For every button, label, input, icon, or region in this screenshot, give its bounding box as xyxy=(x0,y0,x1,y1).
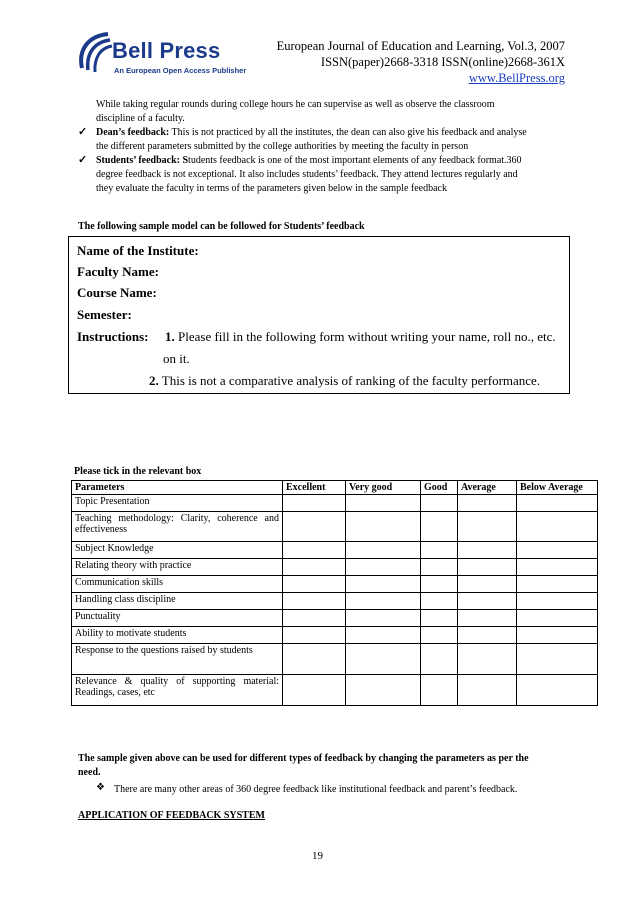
check-icon: ✓ xyxy=(78,154,88,166)
tick-box[interactable] xyxy=(458,559,517,576)
tick-box[interactable] xyxy=(346,542,421,559)
table-row xyxy=(72,495,598,512)
tick-box[interactable] xyxy=(283,512,346,542)
row-label: Response to the questions raised by students xyxy=(72,644,283,675)
tick-box[interactable] xyxy=(517,576,598,593)
row-label: Communication skills xyxy=(72,576,283,593)
col-excellent: Excellent xyxy=(283,481,346,495)
table-row xyxy=(72,576,598,593)
dean-label: Dean’s feedback: xyxy=(96,127,170,138)
tick-box[interactable] xyxy=(421,627,458,644)
tick-box[interactable] xyxy=(458,576,517,593)
students-text: tudents feedback is one of the most important elements of any feedback format.360 xyxy=(188,155,522,166)
sample-heading: The following sample model can be followed for Students’ feedback xyxy=(78,221,365,232)
tick-box[interactable] xyxy=(517,610,598,627)
check-icon: ✓ xyxy=(78,126,88,138)
feedback-table xyxy=(71,480,598,706)
tick-box[interactable] xyxy=(458,495,517,512)
faculty-label: Faculty Name: xyxy=(77,264,159,279)
tick-box[interactable] xyxy=(346,675,421,706)
tick-box[interactable] xyxy=(346,644,421,675)
instruction-1-num: 1. xyxy=(165,329,175,344)
tick-box[interactable] xyxy=(458,644,517,675)
row-label: Handling class discipline xyxy=(72,593,283,610)
row-label: Topic Presentation xyxy=(72,495,283,512)
section-heading: APPLICATION OF FEEDBACK SYSTEM xyxy=(78,810,265,821)
row-label: Ability to motivate students xyxy=(72,627,283,644)
tick-box[interactable] xyxy=(421,576,458,593)
instruction-1-continued: on it. xyxy=(163,351,190,366)
col-parameters: Parameters xyxy=(72,481,283,495)
dean-feedback-line2: the different parameters submitted by the college authorities by meeting the faculty in person xyxy=(96,141,469,152)
table-row xyxy=(72,644,598,675)
tick-box[interactable] xyxy=(283,593,346,610)
tick-box[interactable] xyxy=(283,610,346,627)
tick-box[interactable] xyxy=(346,576,421,593)
website-line xyxy=(469,70,565,86)
table-row xyxy=(72,610,598,627)
tick-box[interactable] xyxy=(421,593,458,610)
row-label: Relevance & quality of supporting material: Readings, cases, etc xyxy=(72,675,283,706)
instruction-1-text: Please fill in the following form without writing your name, roll no., etc. xyxy=(174,329,556,344)
tick-box[interactable] xyxy=(283,542,346,559)
semester-label: Semester: xyxy=(77,307,132,322)
logo-tagline: An European Open Access Publisher xyxy=(114,66,247,75)
intro-line2: discipline of a faculty. xyxy=(96,113,185,124)
logo-swoosh-icon xyxy=(74,28,114,84)
tick-box[interactable] xyxy=(421,610,458,627)
tick-box[interactable] xyxy=(421,512,458,542)
table-row xyxy=(72,593,598,610)
tick-box[interactable] xyxy=(346,627,421,644)
tick-box[interactable] xyxy=(458,512,517,542)
intro-line1: While taking regular rounds during college hours he can supervise as well as observe the classroom xyxy=(96,99,495,110)
tick-box[interactable] xyxy=(517,559,598,576)
students-feedback-line2: degree feedback is not exceptional. It also includes students’ feedback. They attend lectures regularly and xyxy=(96,169,518,180)
table-row xyxy=(72,542,598,559)
logo-name: Bell Press xyxy=(112,38,221,63)
row-label: Punctuality xyxy=(72,610,283,627)
tick-box[interactable] xyxy=(421,542,458,559)
students-label: Students’ feedback: S xyxy=(96,155,189,166)
tick-box[interactable] xyxy=(283,644,346,675)
dean-feedback-line1 xyxy=(96,126,562,140)
tick-box[interactable] xyxy=(458,675,517,706)
dean-text: This is not practiced by all the institutes, the dean can also give his feedback and analyse xyxy=(169,127,527,138)
bell-press-logo xyxy=(74,28,247,84)
tick-box[interactable] xyxy=(421,644,458,675)
tick-box[interactable] xyxy=(421,675,458,706)
col-very-good: Very good xyxy=(346,481,421,495)
tick-box[interactable] xyxy=(421,559,458,576)
tick-box[interactable] xyxy=(517,627,598,644)
tick-box[interactable] xyxy=(458,542,517,559)
tick-box[interactable] xyxy=(517,644,598,675)
issn-line: ISSN(paper)2668-3318 ISSN(online)2668-361X xyxy=(320,55,565,69)
instruction-1 xyxy=(77,329,556,345)
instruction-2 xyxy=(149,373,540,389)
instructions-label: Instructions: xyxy=(77,329,149,344)
tick-box[interactable] xyxy=(517,542,598,559)
tick-box[interactable] xyxy=(458,627,517,644)
col-good: Good xyxy=(421,481,458,495)
tick-box[interactable] xyxy=(283,675,346,706)
table-row xyxy=(72,627,598,644)
col-average: Average xyxy=(458,481,517,495)
tick-box[interactable] xyxy=(346,610,421,627)
table-row xyxy=(72,675,598,706)
diamond-bullet-icon: ❖ xyxy=(96,782,105,793)
tick-box[interactable] xyxy=(346,495,421,512)
tick-box[interactable] xyxy=(517,593,598,610)
col-below-average: Below Average xyxy=(517,481,598,495)
table-row xyxy=(72,559,598,576)
form-box xyxy=(68,236,570,394)
note-line1: The sample given above can be used for different types of feedback by changing the parameters as per the xyxy=(78,753,529,764)
tick-box[interactable] xyxy=(283,576,346,593)
table-row xyxy=(72,512,598,542)
instruction-2-text: This is not a comparative analysis of ranking of the faculty performance. xyxy=(158,373,541,388)
journal-line: European Journal of Education and Learning, Vol.3, 2007 xyxy=(276,39,565,53)
tick-box[interactable] xyxy=(283,627,346,644)
note-line2: need. xyxy=(78,767,101,778)
tick-box[interactable] xyxy=(346,593,421,610)
tick-box[interactable] xyxy=(458,593,517,610)
students-feedback-line3: they evaluate the faculty in terms of the parameters given below in the sample feedback xyxy=(96,183,447,194)
course-label: Course Name: xyxy=(77,285,157,300)
tick-box[interactable] xyxy=(421,495,458,512)
table-header-row xyxy=(72,481,598,495)
tick-box[interactable] xyxy=(283,495,346,512)
institute-label: Name of the Institute: xyxy=(77,243,199,258)
tick-box[interactable] xyxy=(346,512,421,542)
row-label: Relating theory with practice xyxy=(72,559,283,576)
bullet-text: There are many other areas of 360 degree feedback like institutional feedback and parent’s feedback. xyxy=(114,784,518,795)
students-feedback-line1 xyxy=(96,154,522,168)
instruction-2-num: 2. xyxy=(149,373,159,388)
tick-box[interactable] xyxy=(517,512,598,542)
tick-box[interactable] xyxy=(517,495,598,512)
tick-box[interactable] xyxy=(517,675,598,706)
row-label: Teaching methodology: Clarity, coherence and effectiveness xyxy=(72,512,283,542)
row-label: Subject Knowledge xyxy=(72,542,283,559)
tick-box[interactable] xyxy=(458,610,517,627)
tick-box[interactable] xyxy=(346,559,421,576)
page-number: 19 xyxy=(312,850,323,862)
website-link[interactable]: www.BellPress.org xyxy=(468,71,565,85)
tick-box[interactable] xyxy=(283,559,346,576)
tick-heading: Please tick in the relevant box xyxy=(74,466,202,477)
